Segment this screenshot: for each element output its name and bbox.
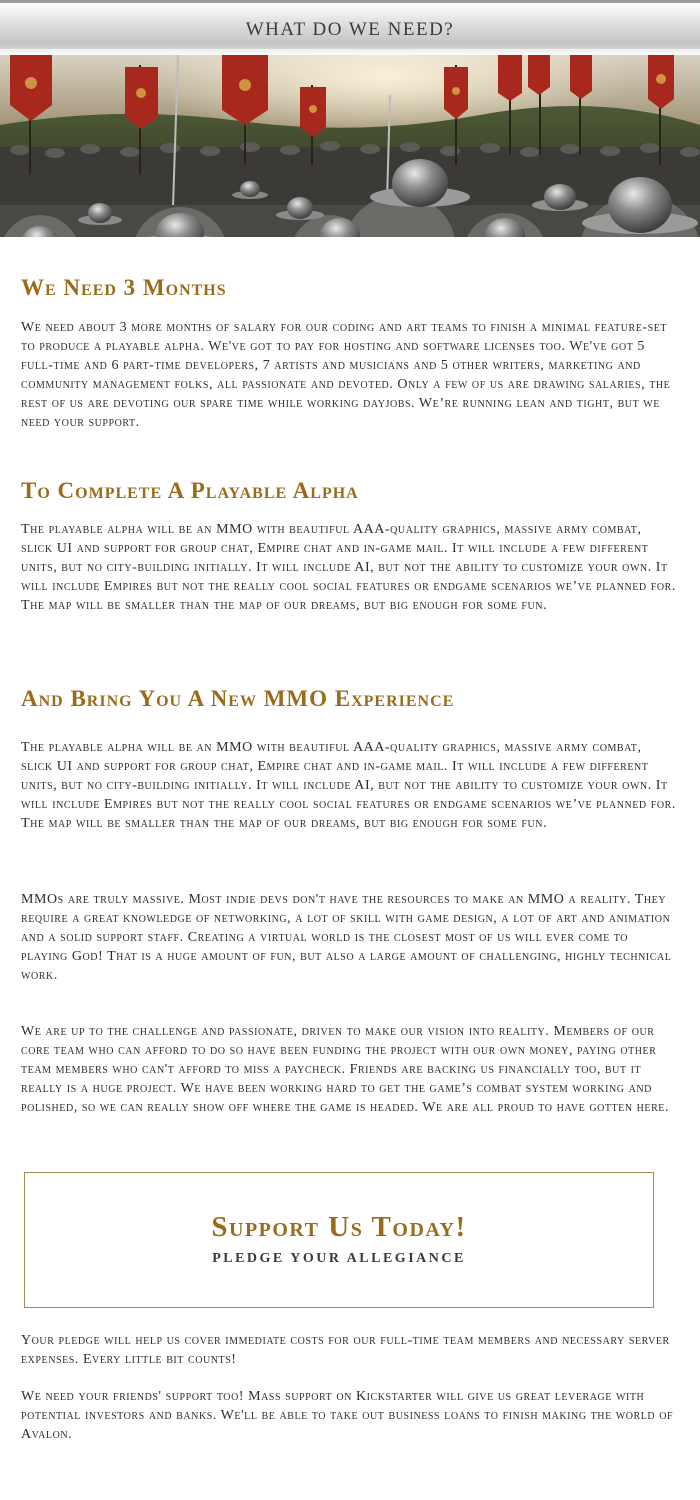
paragraph-experience-challenge: We are up to the challenge and passionate, driven to make our vision into reality. Members of our core team who can afford to do so have been funding the project with our own money, paying other team members who can't afford to miss a paycheck. Friends are backing us financially too, but it really is a huge project. We have been working hard to get the game’s combat system working and polished, so we can really show off where the game is headed. We are all proud to have gotten here. — [21, 1024, 670, 1115]
paragraph-experience-alpha: The playable alpha will be an MMO with beautiful AAA-quality graphics, massive army combat, slick UI and support for group chat, Empire chat and in-game mail. It will include a few different units, but no city-building initially. It will include AI, but not the ability to customize your own. It will include Empires but not the really cool social features or endgame scenarios we’ve planned for. The map will be smaller than the map of our dreams, but big enough for some fun. — [21, 740, 676, 831]
section-heading-months: We Need 3 Months — [21, 275, 227, 300]
paragraph-pledge: Your pledge will help us cover immediate costs for our full-time team members and necessary server expenses. Every little bit counts! — [21, 1333, 670, 1367]
support-title: Support Us Today! — [211, 1211, 467, 1243]
paragraph-months: We need about 3 more months of salary for our coding and art teams to finish a minimal feature-set to produce a playable alpha. We've got to pay for hosting and software licenses too. We've got 5 full-time and 6 part-time developers, 7 artists and musicians and 5 other writers, marketing and community management folks, all passionate and devoted. Only a few of us are drawing salaries, the rest of us are devoting our spare time while working dayjobs. We’re running lean and tight, but we need your support. — [21, 320, 671, 430]
support-callout — [24, 1172, 654, 1308]
section-banner — [0, 0, 700, 54]
paragraph-experience-mmo: MMOs are truly massive. Most indie devs don't have the resources to make an MMO a reality. They require a great knowledge of networking, a lot of skill with game design, a lot of art and animation and a solid support staff. Creating a virtual world is the closest most of us will ever come to playing God! That is a huge amount of fun, but also a large amount of challenging, highly technical work. — [21, 892, 672, 983]
paragraph-friends: We need your friends' support too! Mass support on Kickstarter will give us great leverage with potential investors and banks. We'll be able to take out business loans to finish making the world of Avalon. — [21, 1389, 674, 1442]
section-heading-alpha: To Complete A Playable Alpha — [21, 478, 359, 503]
paragraph-alpha: The playable alpha will be an MMO with beautiful AAA-quality graphics, massive army combat, slick UI and support for group chat, Empire chat and in-game mail. It will include a few different units, but no city-building initially. It will include AI, but not the ability to customize your own. It will include Empires but not the really cool social features or endgame scenarios we’ve planned for. The map will be smaller than the map of our dreams, but big enough for some fun. — [21, 522, 676, 613]
support-subtitle: PLEDGE YOUR ALLEGIANCE — [212, 1251, 466, 1266]
section-heading-experience: And Bring You A New MMO Experience — [21, 686, 455, 711]
hero-army-illustration — [0, 55, 700, 237]
banner-title: WHAT DO WE NEED? — [245, 19, 455, 40]
